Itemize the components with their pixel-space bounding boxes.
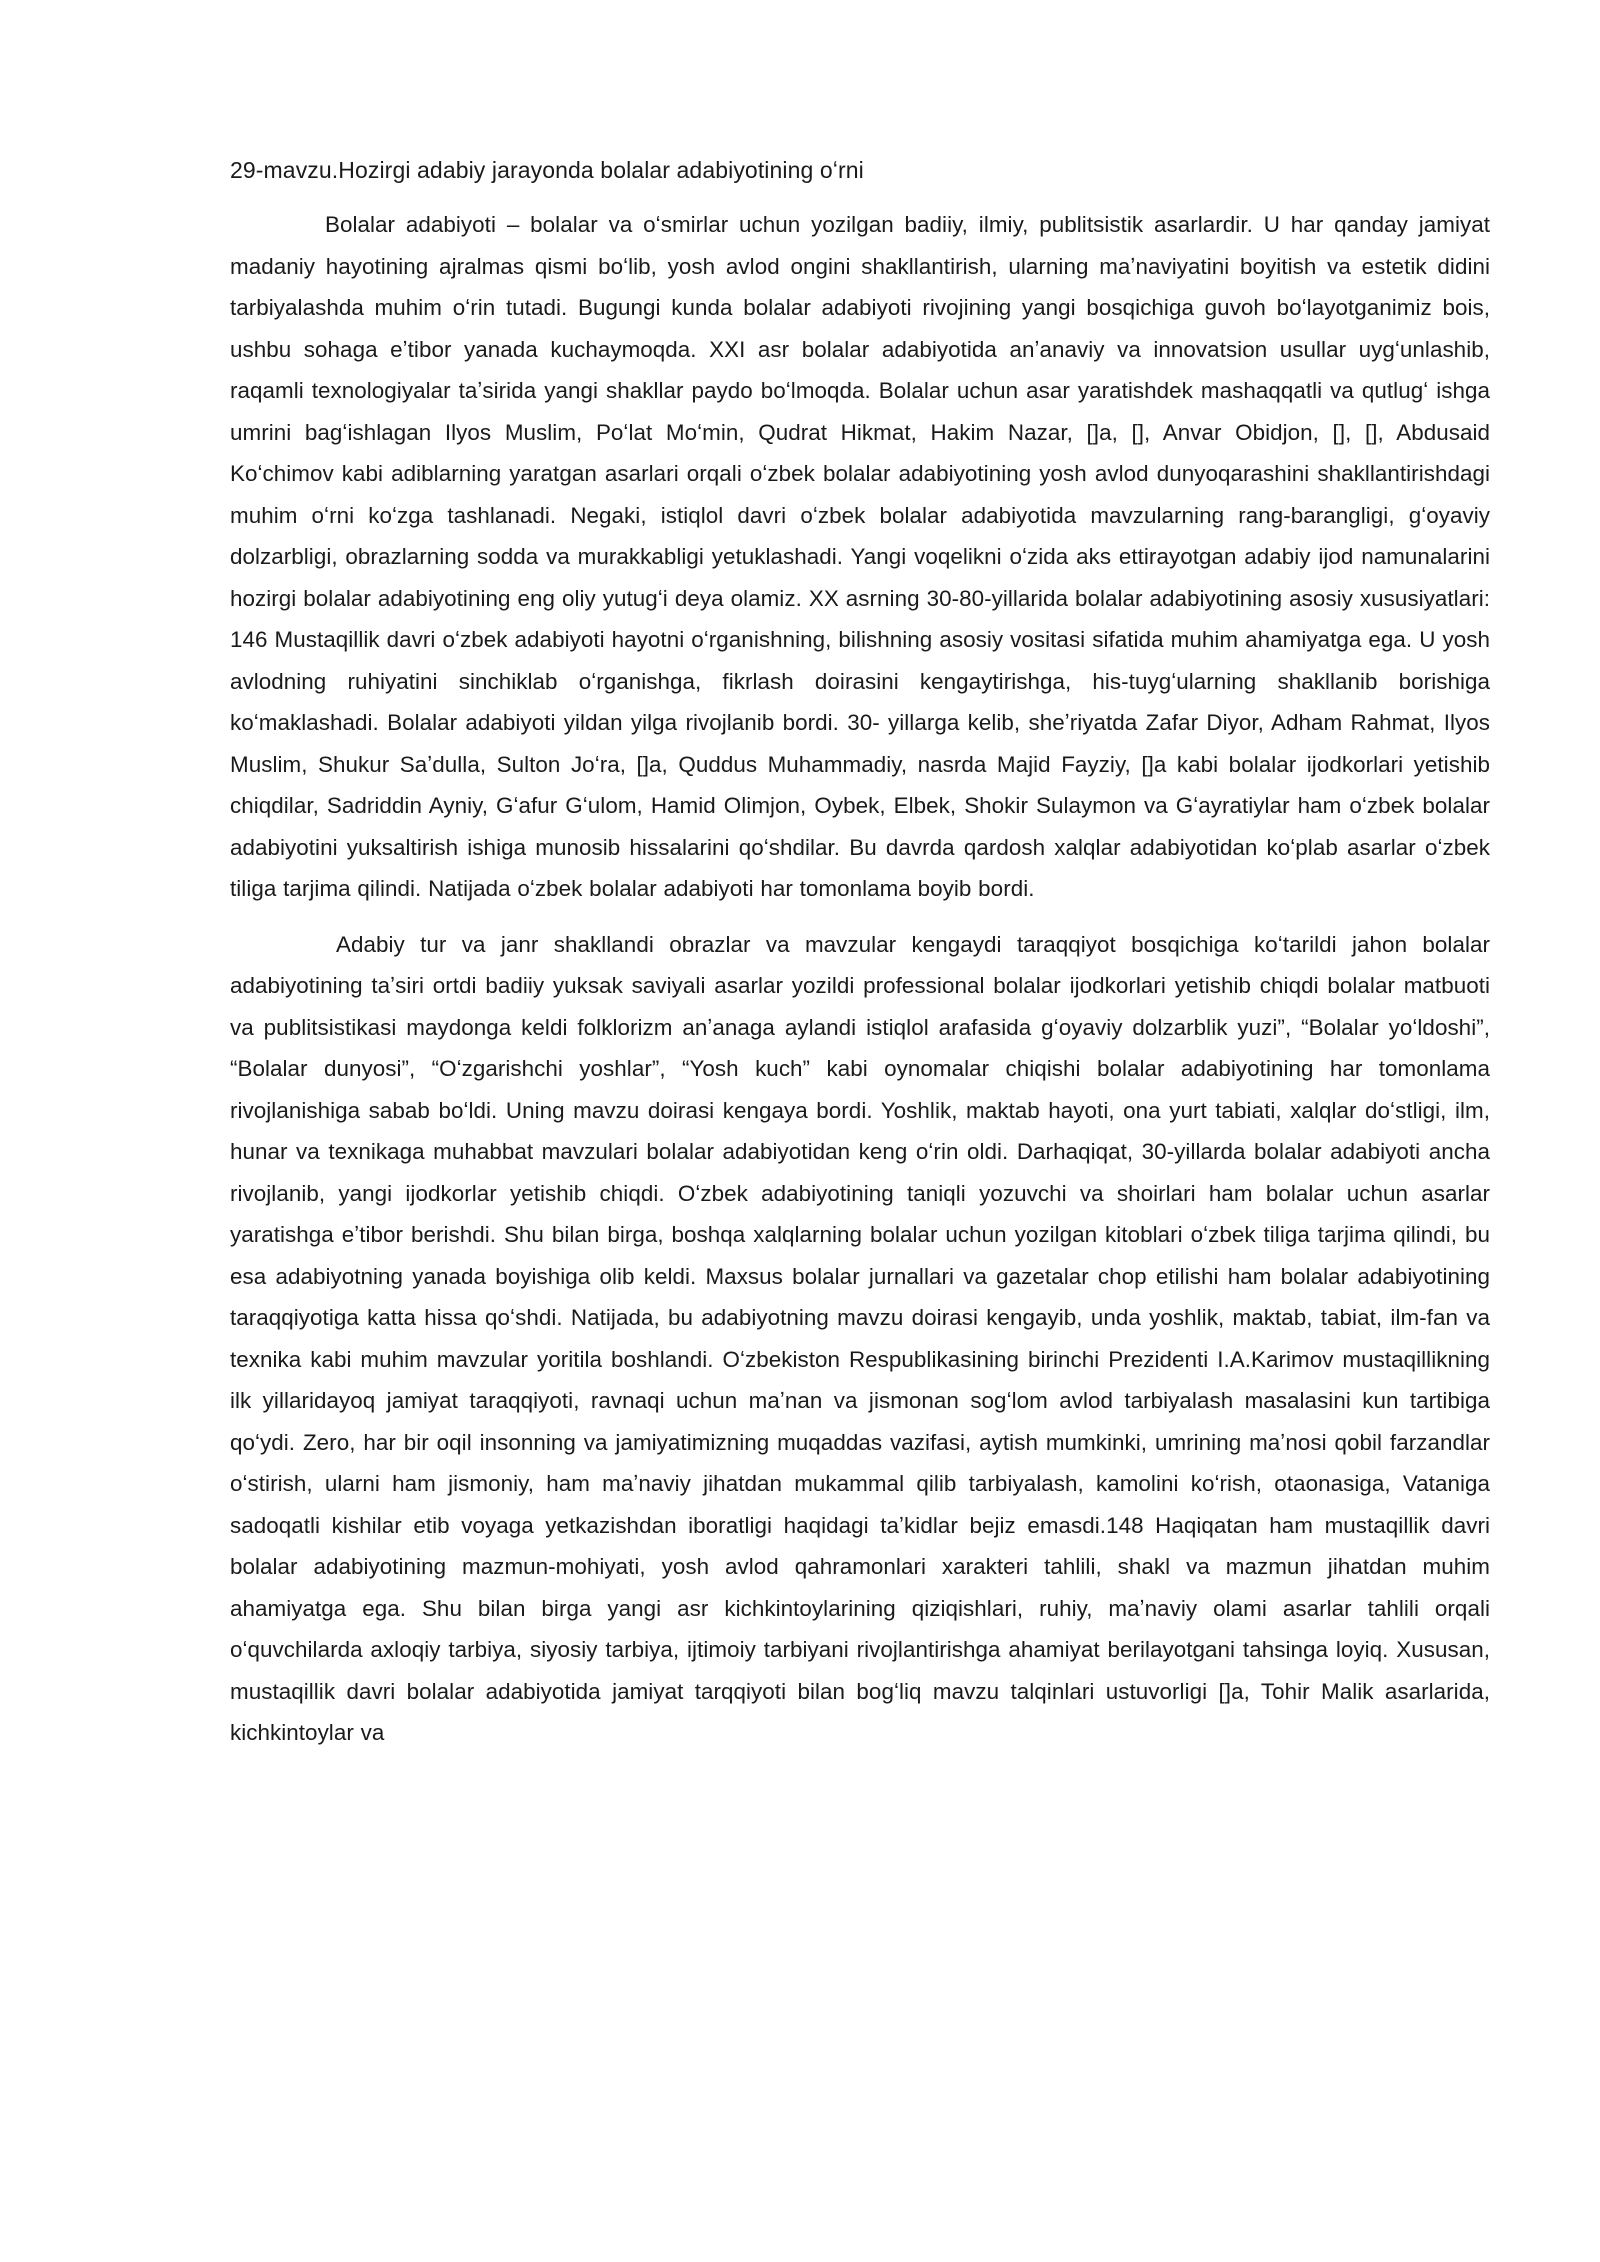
- document-title: 29-mavzu.Hozirgi adabiy jarayonda bolalar adabiyotining oʻrni: [230, 157, 864, 183]
- document-body: [230, 150, 1490, 1754]
- paragraph-2: Adabiy tur va janr shakllandi obrazlar va mavzular kengaydi taraqqiyot bosqichiga koʻtarildi jahon bolalar adabiyotining taʼsiri ortdi badiiy yuksak saviyali asarlar yozildi professional bolalar ijodkorlari yetishib chiqdi bolalar matbuoti va publitsistikasi maydonga keldi folklorizm anʼanaga aylandi istiqlol arafasida gʻoyaviy dolzarblik yuzi”, “Bolalar yoʻldoshi”, “Bolalar dunyosi”, “Oʻzgarishchi yoshlar”, “Yosh kuch” kabi oynomalar chiqishi bolalar adabiyotining har tomonlama rivojlanishiga sabab boʻldi. Uning mavzu doirasi kengaya bordi. Yoshlik, maktab hayoti, ona yurt tabiati, xalqlar doʻstligi, ilm, hunar va texnikaga muhabbat mavzulari bolalar adabiyotidan keng oʻrin oldi. Darhaqiqat, 30-yillarda bolalar adabiyoti ancha rivojlanib, yangi ijodkorlar yetishib chiqdi. Oʻzbek adabiyotining taniqli yozuvchi va shoirlari ham bolalar uchun asarlar yaratishga eʼtibor berishdi. Shu bilan birga, boshqa xalqlarning bolalar uchun yozilgan kitoblari oʻzbek tiliga tarjima qilindi, bu esa adabiyotning yanada boyishiga olib keldi. Maxsus bolalar jurnallari va gazetalar chop etilishi ham bolalar adabiyotining taraqqiyotiga katta hissa qoʻshdi. Natijada, bu adabiyotning mavzu doirasi kengayib, unda yoshlik, maktab, tabiat, ilm-fan va texnika kabi muhim mavzular yoritila boshlandi. Oʻzbekiston Respublikasining birinchi Prezidenti I.A.Karimov mustaqillikning ilk yillaridayoq jamiyat taraqqiyoti, ravnaqi uchun maʼnan va jismonan sogʻlom avlod tarbiyalash masalasini kun tartibiga qoʻydi. Zero, har bir oqil insonning va jamiyatimizning muqaddas vazifasi, aytish mumkinki, umrining maʼnosi qobil farzandlar oʻstirish, ularni ham jismoniy, ham maʼnaviy jihatdan mukammal qilib tarbiyalash, kamolini koʻrish, otaonasiga, Vataniga sadoqatli kishilar etib voyaga yetkazishdan iboratligi haqidagi taʼkidlar bejiz emasdi.148 Haqiqatan ham mustaqillik davri bolalar adabiyotining mazmun-mohiyati, yosh avlod qahramonlari xarakteri tahlili, shakl va mazmun jihatdan muhim ahamiyatga ega. Shu bilan birga yangi asr kichkintoylarining qiziqishlari, ruhiy, maʼnaviy olami asarlar tahlili orqali oʻquvchilarda axloqiy tarbiya, siyosiy tarbiya, ijtimoiy tarbiyani rivojlantirishga ahamiyat berilayotgani tahsinga loyiq. Xususan, mustaqillik davri bolalar adabiyotida jamiyat tarqqiyoti bilan bogʻliq mavzu talqinlari ustuvorligi []a, Tohir Malik asarlarida, kichkintoylar va: [230, 931, 1490, 1745]
- paragraph-1: Bolalar adabiyoti – bolalar va oʻsmirlar uchun yozilgan badiiy, ilmiy, publitsistik asarlardir. U har qanday jamiyat madaniy hayotining ajralmas qismi boʻlib, yosh avlod ongini shakllantirish, ularning maʼnaviyatini boyitish va estetik didini tarbiyalashda muhim oʻrin tutadi. Bugungi kunda bolalar adabiyoti rivojining yangi bosqichiga guvoh boʻlayotganimiz bois, ushbu sohaga eʼtibor yanada kuchaymoqda. XXI asr bolalar adabiyotida anʼanaviy va innovatsion usullar uygʻunlashib, raqamli texnologiyalar taʼsirida yangi shakllar paydo boʻlmoqda. Bolalar uchun asar yaratishdek mashaqqatli va qutlugʻ ishga umrini bagʻishlagan Ilyos Muslim, Poʻlat Moʻmin, Qudrat Hikmat, Hakim Nazar, []a, [], Anvar Obidjon, [], [], Abdusaid Koʻchimov kabi adiblarning yaratgan asarlari orqali oʻzbek bolalar adabiyotining yosh avlod dunyoqarashini shakllantirishdagi muhim oʻrni koʻzga tashlanadi. Negaki, istiqlol davri oʻzbek bolalar adabiyotida mavzularning rang-barangligi, gʻoyaviy dolzarbligi, obrazlarning sodda va murakkabligi yetuklashadi. Yangi voqelikni oʻzida aks ettirayotgan adabiy ijod namunalarini hozirgi bolalar adabiyotining eng oliy yutugʻi deya olamiz. XX asrning 30-80-yillarida bolalar adabiyotining asosiy xususiyatlari: 146 Mustaqillik davri oʻzbek adabiyoti hayotni oʻrganishning, bilishning asosiy vositasi sifatida muhim ahamiyatga ega. U yosh avlodning ruhiyatini sinchiklab oʻrganishga, fikrlash doirasini kengaytirishga, his-tuygʻularning shakllanib borishiga koʻmaklashadi. Bolalar adabiyoti yildan yilga rivojlanib bordi. 30- yillarga kelib, sheʼriyatda Zafar Diyor, Adham Rahmat, Ilyos Muslim, Shukur Saʼdulla, Sulton Joʻra, []a, Quddus Muhammadiy, nasrda Majid Fayziy, []a kabi bolalar ijodkorlari yetishib chiqdilar, Sadriddin Ayniy, Gʻafur Gʻulom, Hamid Olimjon, Oybek, Elbek, Shokir Sulaymon va Gʻayratiylar ham oʻzbek bolalar adabiyotini yuksaltirish ishiga munosib hissalarini qoʻshdilar. Bu davrda qardosh xalqlar adabiyotidan koʻplab asarlar oʻzbek tiliga tarjima qilindi. Natijada oʻzbek bolalar adabiyoti har tomonlama boyib bordi.: [230, 212, 1490, 901]
